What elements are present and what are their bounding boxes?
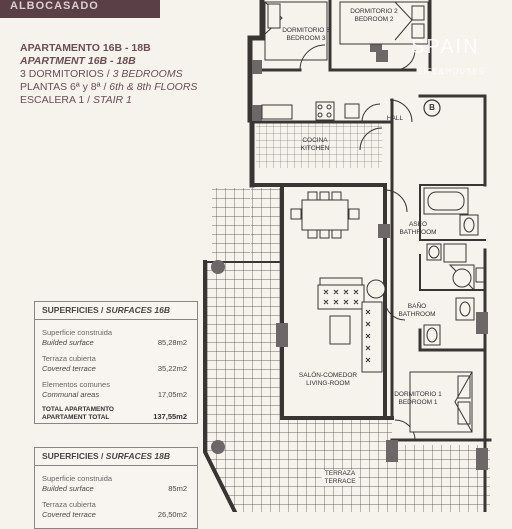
apartment-info: [20, 42, 230, 107]
surfaces-18b-title-en: SURFACES 18B: [105, 451, 171, 461]
floors-en: 6th & 8th FLOORS: [109, 81, 198, 93]
surface-row: [42, 500, 191, 526]
room-label-kitchen-en: KITCHEN: [300, 145, 330, 152]
surface-row: [42, 474, 191, 500]
surface-row-value: 85m2: [168, 484, 187, 493]
surface-total-label-en: APARTAMENT TOTAL: [42, 414, 110, 421]
apartment-title-es: APARTAMENTO 16B - 18B: [20, 42, 151, 54]
room-label-bano: [398, 303, 435, 319]
room-label-living-en: LIVING-ROOM: [306, 380, 350, 387]
room-label-aseo: [399, 221, 436, 237]
room-label-living: [299, 372, 357, 388]
surfaces-18b-header: [35, 448, 197, 466]
surface-row-label-en: Builded surface: [42, 338, 94, 347]
surfaces-18b-table: [34, 447, 198, 529]
surface-row-value: 35,22m2: [157, 364, 187, 373]
room-label-bedroom1: [394, 391, 442, 407]
bedrooms-es: 3 DORMITORIOS /: [20, 68, 110, 80]
floors-line: [20, 81, 230, 94]
apartment-title-en: APARTMENT 16B - 18B: [20, 55, 136, 67]
room-label-bedroom3-en: BEDROOM 3: [286, 35, 326, 42]
surface-row: [42, 354, 191, 380]
watermark-subtitle: LIFE&HOUSES: [418, 67, 486, 76]
room-label-terrace: [321, 470, 358, 486]
surface-row: [42, 380, 191, 406]
terrace-floor: [212, 188, 250, 262]
bedrooms-en: 3 BEDROOMS: [112, 68, 183, 80]
surface-total-row: [42, 406, 191, 426]
surface-row-label-es: Superficie construida: [42, 474, 113, 483]
stair-es: ESCALERA 1 /: [20, 94, 91, 106]
surface-total-label-es: TOTAL APARTAMENTO: [42, 406, 114, 413]
stair-en: STAIR 1: [92, 94, 132, 106]
surface-row-label-es: Terraza cubierta: [42, 354, 96, 363]
room-label-bedroom1-es: DORMITORIO 1: [394, 391, 442, 398]
room-label-kitchen: [301, 137, 330, 153]
floors-es: PLANTAS 6ª y 8ª /: [20, 81, 107, 93]
room-label-bedroom2: [350, 8, 398, 24]
stair-line: [20, 94, 230, 107]
surface-row-label-en: Covered terrace: [42, 510, 96, 519]
header-banner: [0, 0, 160, 18]
surfaces-16b-title-es: SUPERFICIES /: [42, 305, 104, 315]
banner-title: ALBOCASADO: [10, 0, 99, 12]
surfaces-18b-title-es: SUPERFICIES /: [42, 451, 104, 461]
watermark-logo: SPAIN: [411, 36, 480, 58]
surfaces-16b-table: [34, 301, 198, 424]
surface-row-label-en: Covered terrace: [42, 364, 96, 373]
surface-row: [42, 328, 191, 354]
surface-row-value: 26,50m2: [157, 510, 187, 519]
surface-row-label-es: Elementos comunes: [42, 380, 110, 389]
surface-row-value: 85,28m2: [157, 338, 187, 347]
bedrooms-line: [20, 68, 230, 81]
room-label-living-es: SALÓN-COMEDOR: [298, 372, 358, 379]
room-label-bano-en: BATHROOM: [398, 311, 436, 318]
surface-row-value: 17,05m2: [157, 390, 187, 399]
surface-total-value: 137,55m2: [153, 412, 187, 421]
room-label-bedroom3: [282, 27, 330, 43]
room-label-aseo-es: ASEO: [408, 221, 428, 228]
room-label-bedroom2-en: BEDROOM 2: [354, 16, 394, 23]
room-label-bedroom1-en: BEDROOM 1: [398, 399, 438, 406]
room-label-aseo-en: BATHROOM: [399, 229, 437, 236]
room-label-bano-es: BAÑO: [407, 303, 427, 310]
room-label-kitchen-es: COCINA: [302, 137, 328, 144]
room-label-terrace-en: TERRACE: [324, 478, 356, 485]
surface-row-label-es: Terraza cubierta: [42, 500, 96, 509]
surfaces-16b-header: [35, 302, 197, 320]
room-label-bedroom2-es: DORMITORIO 2: [350, 8, 398, 15]
room-label-hall: HALL: [386, 115, 404, 122]
surface-row-label-en: Builded surface: [42, 484, 94, 493]
surface-row-label-es: Superficie construida: [42, 328, 113, 337]
room-label-bedroom3-es: DORMITORIO 3: [282, 27, 330, 34]
stair-marker: B: [429, 103, 435, 112]
surface-row-label-en: Communal areas: [42, 390, 100, 399]
surfaces-16b-title-en: SURFACES 16B: [105, 305, 171, 315]
room-label-terrace-es: TERRAZA: [324, 470, 356, 477]
